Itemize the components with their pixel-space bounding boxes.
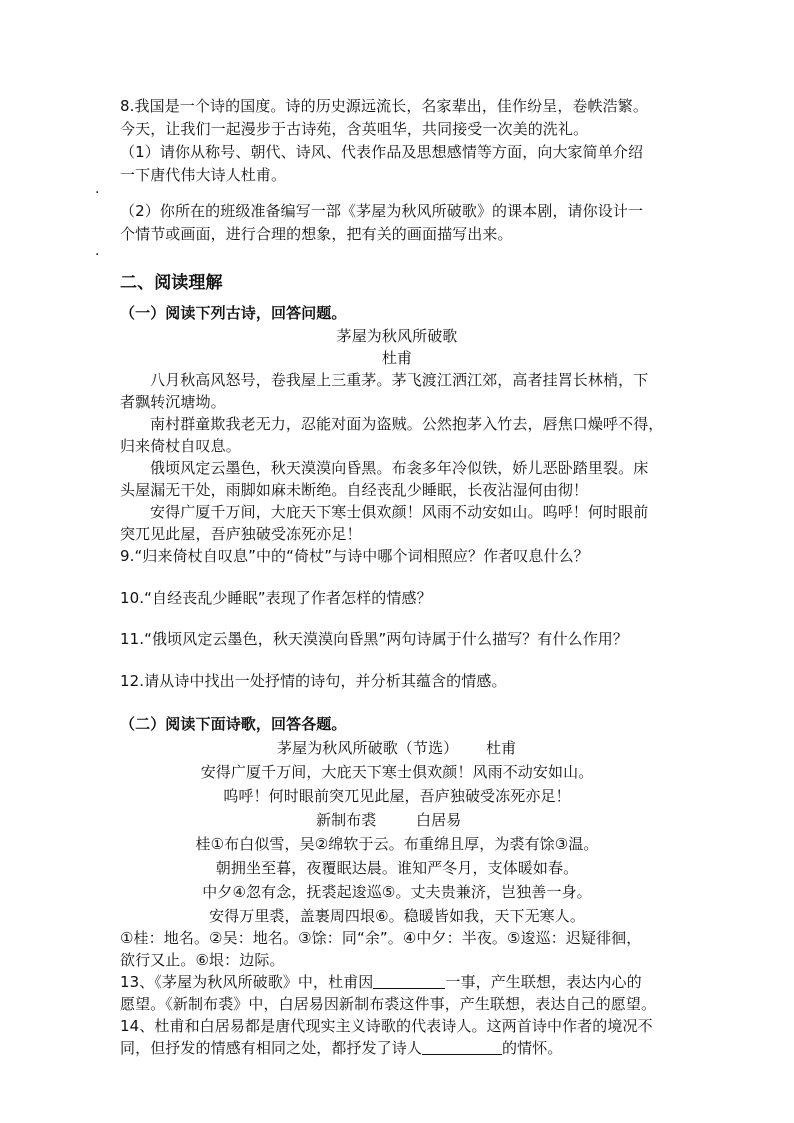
q8-part1-line-2: 一下唐代伟大诗人杜甫。 bbox=[120, 166, 287, 184]
poem1-line: 安得广厦千万间，大庇天下寒士俱欢颜！风雨不动安如山。 bbox=[200, 763, 594, 781]
poem-author: 杜甫 bbox=[381, 349, 413, 367]
poem2-line: 安得万里裘，盖裹周四垠⑥。稳暖皆如我，天下无寒人。 bbox=[209, 907, 585, 925]
question-12: 12.请从诗中找出一处抒情的诗句，并分析其蕴含的情感。 bbox=[120, 672, 507, 690]
annotation-notes: ①桂：地名。②吴：地名。③馀：同“余”。④中夕：半夜。⑤逡巡：迟疑徘徊， bbox=[120, 929, 642, 947]
poem-line: 归来倚杖自叹息。 bbox=[120, 437, 241, 455]
poem1-author: 杜甫 bbox=[486, 739, 517, 757]
poem2-author: 白居易 bbox=[416, 811, 462, 829]
part2-instruction: （二）阅读下面诗歌，回答各题。 bbox=[120, 715, 347, 733]
poem1-title: 茅屋为秋风所破歌（节选） bbox=[277, 739, 459, 757]
bullet-marker: · bbox=[95, 247, 100, 263]
question-13 bbox=[120, 971, 642, 993]
question-14-line-2 bbox=[120, 1037, 562, 1059]
poem1-line: 呜呼！何时眼前突兀见此屋，吾庐独破受冻死亦足！ bbox=[223, 787, 571, 805]
question-11: 11.“俄顷风定云墨色，秋天漠漠向昏黑”两句诗属于什么描写？有什么作用？ bbox=[120, 630, 628, 648]
question-14-text: 的情怀。 bbox=[502, 1039, 563, 1057]
question-13-text: 13、《茅屋为秋风所破歌》中，杜甫因 bbox=[120, 973, 374, 991]
q8-line-2: 今天，让我们一起漫步于古诗苑，含英咀华，共同接受一次美的洗礼。 bbox=[120, 120, 589, 138]
q8-part2-line-1: （2）你所在的班级准备编写一部《茅屋为秋风所破歌》的课本剧，请你设计一 bbox=[120, 202, 644, 220]
q8-part2-line-2: 个情节或画面，进行合理的想象，把有关的画面描写出来。 bbox=[120, 225, 513, 243]
poem-line: 安得广厦千万间，大庇天下寒士俱欢颜！风雨不动安如山。呜呼！何时眼前 bbox=[150, 503, 649, 521]
q8-line-1: 8.我国是一个诗的国度。诗的历史源远流长，名家辈出，佳作纷呈，卷帙浩繁。 bbox=[120, 97, 648, 115]
poem-line: 突兀见此屋，吾庐独破受冻死亦足！ bbox=[120, 525, 362, 543]
poem2-line: 中夕④忽有念，抚裘起逡巡⑤。丈夫贵兼济，岂独善一身。 bbox=[202, 883, 592, 901]
question-13-text: 一事，产生联想，表达内心的 bbox=[445, 973, 642, 991]
question-14-line-1: 14、杜甫和白居易都是唐代现实主义诗歌的代表诗人。这两首诗中作者的境况不 bbox=[120, 1017, 653, 1035]
poem-line: 南村群童欺我老无力，忍能对面为盗贼。公然抱茅入竹去，唇焦口燥呼不得， bbox=[150, 415, 664, 433]
section-heading: 二、阅读理解 bbox=[120, 273, 223, 293]
annotation-notes: 欲行又止。⑥垠：边际。 bbox=[120, 951, 285, 969]
answer-blank[interactable] bbox=[373, 972, 445, 989]
poem2-line: 朝拥坐至暮，夜覆眠达晨。谁知严冬月，支体暖如春。 bbox=[215, 859, 579, 877]
question-9: 9.“归来倚杖自叹息”中的“倚杖”与诗中哪个词相照应？作者叹息什么？ bbox=[120, 547, 589, 565]
poem2-line: 桂①布白似雪，吴②绵软于云。布重绵且厚，为裘有馀③温。 bbox=[195, 835, 599, 853]
poem-line: 俄顷风定云墨色，秋天漠漠向昏黑。布衾多年冷似铁，娇儿恶卧踏里裂。床 bbox=[150, 459, 649, 477]
bullet-marker: · bbox=[95, 185, 100, 201]
poem-line: 者飘转沉塘坳。 bbox=[120, 393, 226, 411]
poem2-title: 新制布裘 bbox=[316, 811, 377, 829]
question-10: 10.“自经丧乱少睡眠”表现了作者怎样的情感？ bbox=[120, 589, 432, 607]
question-14-text: 同，但抒发的情感有相同之处，都抒发了诗人 bbox=[120, 1039, 423, 1057]
q8-part1-line-1: （1）请你从称号、朝代、诗风、代表作品及思想感情等方面，向大家简单介绍 bbox=[120, 143, 644, 161]
poem-title: 茅屋为秋风所破歌 bbox=[336, 327, 458, 345]
poem-line: 头屋漏无干处，雨脚如麻未断绝。自经丧乱少睡眠，长夜沾湿何由彻！ bbox=[120, 481, 589, 499]
answer-blank[interactable] bbox=[422, 1038, 502, 1055]
poem-line: 八月秋高风怒号，卷我屋上三重茅。茅飞渡江洒江郊，高者挂罥长林梢，下 bbox=[150, 371, 649, 389]
part1-instruction: （一）阅读下列古诗，回答问题。 bbox=[120, 304, 347, 322]
question-13-line-2: 愿望。《新制布裘》中，白居易因新制布裘这件事，产生联想，表达自己的愿望。 bbox=[120, 995, 657, 1013]
